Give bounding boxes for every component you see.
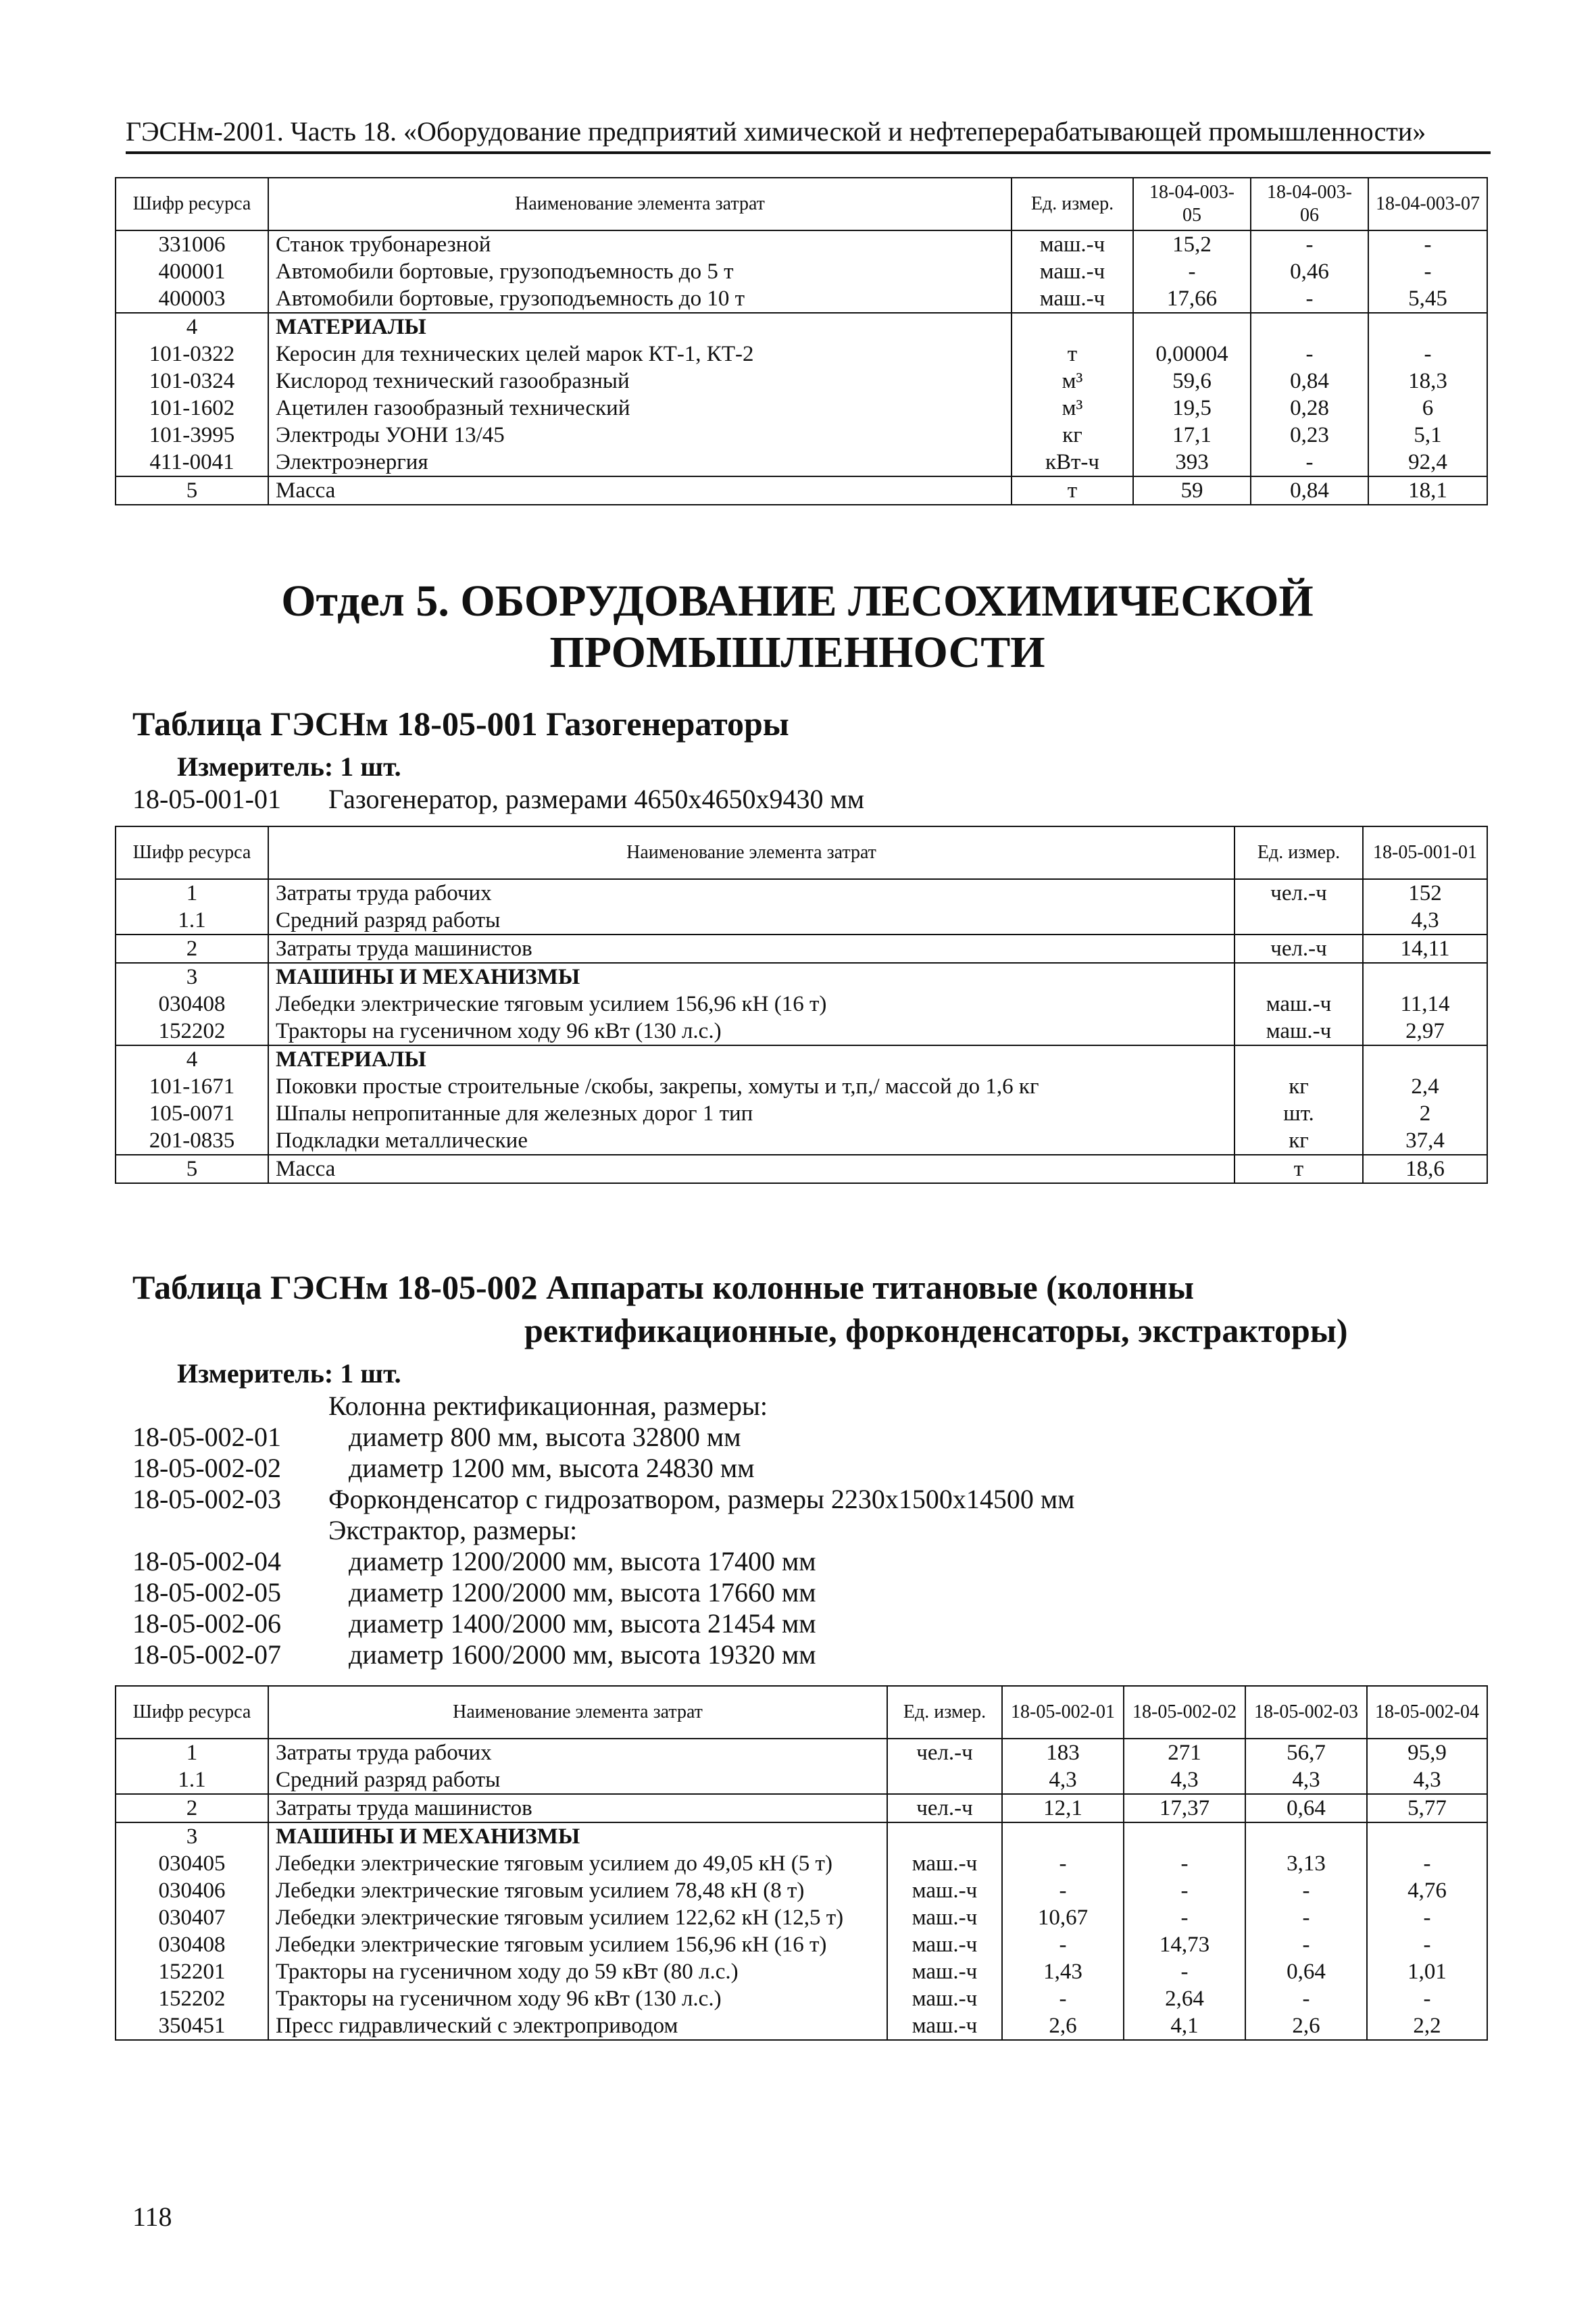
row-code: 1.1: [116, 1766, 268, 1794]
item-code: 18-05-002-02: [132, 1453, 281, 1483]
row-code: 400003: [116, 285, 268, 313]
row-name: Затраты труда машинистов: [268, 935, 1235, 963]
row-value: 0,23: [1251, 422, 1368, 449]
row-value: 10,67: [1002, 1904, 1124, 1931]
meter-label: Измеритель: 1 шт.: [177, 1358, 401, 1389]
row-value: 56,7: [1245, 1739, 1367, 1766]
row-name: Масса: [268, 1155, 1235, 1183]
section-title-line: Отдел 5. ОБОРУДОВАНИЕ ЛЕСОХИМИЧЕСКОЙ: [281, 576, 1314, 626]
item-code: 18-05-002-05: [132, 1577, 281, 1608]
table-row: [116, 1794, 1487, 1822]
table-row: [116, 2012, 1487, 2040]
header-col-code: 18-05-002-01: [1002, 1686, 1124, 1739]
row-name: МАШИНЫ И МЕХАНИЗМЫ: [268, 963, 1235, 991]
item-description: диаметр 1400/2000 мм, высота 21454 мм: [349, 1608, 816, 1639]
row-value: 2,64: [1124, 1985, 1245, 2012]
header-code: Шифр ресурса: [116, 1686, 268, 1739]
row-value: 1,01: [1367, 1958, 1487, 1985]
row-unit: т: [1012, 476, 1133, 505]
table-title: ректификационные, форконденсаторы, экстракторы): [524, 1312, 1348, 1349]
item-code: 18-05-001-01: [132, 784, 281, 814]
row-value: 11,14: [1363, 991, 1487, 1018]
row-name: Лебедки электрические тяговым усилием 156,96 кН (16 т): [268, 991, 1235, 1018]
header-col-code: 18-04-003-05: [1133, 178, 1251, 230]
row-value: 152: [1363, 879, 1487, 907]
row-unit: кВт-ч: [1012, 449, 1133, 476]
row-code: 030407: [116, 1904, 268, 1931]
table-row: [116, 907, 1487, 935]
row-code: 152201: [116, 1958, 268, 1985]
row-unit: чел.-ч: [1235, 879, 1363, 907]
table-row: [116, 285, 1487, 313]
row-name: Тракторы на гусеничном ходу до 59 кВт (80 л.с.): [268, 1958, 887, 1985]
row-code: 2: [116, 1794, 268, 1822]
row-value: -: [1368, 341, 1487, 368]
row-value: -: [1251, 449, 1368, 476]
row-code: 3: [116, 1822, 268, 1850]
table-row: [116, 1904, 1487, 1931]
row-value: -: [1368, 230, 1487, 258]
row-value: 5,1: [1368, 422, 1487, 449]
row-code: 101-1602: [116, 395, 268, 422]
row-value: -: [1002, 1985, 1124, 2012]
item-description: диаметр 1200/2000 мм, высота 17660 мм: [349, 1577, 816, 1608]
row-code: 2: [116, 935, 268, 963]
item-code: 18-05-002-06: [132, 1608, 281, 1639]
row-code: 331006: [116, 230, 268, 258]
row-value: 0,00004: [1133, 341, 1251, 368]
row-value: -: [1124, 1958, 1245, 1985]
row-value: 4,3: [1363, 907, 1487, 935]
row-value: -: [1368, 258, 1487, 285]
row-value: 393: [1133, 449, 1251, 476]
row-name: Кислород технический газообразный: [268, 368, 1012, 395]
row-unit: кг: [1235, 1127, 1363, 1155]
item-code: 18-05-002-01: [132, 1422, 281, 1452]
table-title: Таблица ГЭСНм 18-05-002 Аппараты колонные титановые (колонны: [132, 1268, 1195, 1306]
row-value: 17,66: [1133, 285, 1251, 313]
row-value: [1368, 313, 1487, 341]
table-row: [116, 476, 1487, 505]
row-value: -: [1245, 1931, 1367, 1958]
row-unit: маш.-ч: [887, 1877, 1002, 1904]
table-row: [116, 449, 1487, 476]
resource-table-18-05-001: [115, 826, 1488, 1184]
row-name: Керосин для технических целей марок КТ-1, КТ-2: [268, 341, 1012, 368]
row-value: 14,11: [1363, 935, 1487, 963]
row-value: 0,84: [1251, 476, 1368, 505]
row-unit: м³: [1012, 395, 1133, 422]
row-code: 411-0041: [116, 449, 268, 476]
row-code: 152202: [116, 1985, 268, 2012]
meter-label: Измеритель: 1 шт.: [177, 751, 401, 782]
table-row: [116, 963, 1487, 991]
row-value: 2,2: [1367, 2012, 1487, 2040]
row-name: Лебедки электрические тяговым усилием 122,62 кН (12,5 т): [268, 1904, 887, 1931]
table-row: [116, 1045, 1487, 1073]
row-unit: чел.-ч: [1235, 935, 1363, 963]
row-value: 0,28: [1251, 395, 1368, 422]
row-value: -: [1245, 1985, 1367, 2012]
row-value: 0,64: [1245, 1794, 1367, 1822]
row-value: 12,1: [1002, 1794, 1124, 1822]
table-row: [116, 1985, 1487, 2012]
row-unit: маш.-ч: [887, 1985, 1002, 2012]
header-col-code: 18-04-003-06: [1251, 178, 1368, 230]
row-name: Ацетилен газообразный технический: [268, 395, 1012, 422]
row-value: 0,84: [1251, 368, 1368, 395]
row-code: 030408: [116, 991, 268, 1018]
row-unit: т: [1235, 1155, 1363, 1183]
table-row: [116, 1931, 1487, 1958]
table-row: [116, 258, 1487, 285]
header-col-code: 18-05-002-03: [1245, 1686, 1367, 1739]
row-value: [1367, 1822, 1487, 1850]
row-value: -: [1367, 1985, 1487, 2012]
row-value: [1002, 1822, 1124, 1850]
row-unit: [1235, 907, 1363, 935]
row-value: -: [1002, 1877, 1124, 1904]
table-row: [116, 1739, 1487, 1766]
row-code: 201-0835: [116, 1127, 268, 1155]
item-description: Форконденсатор с гидрозатвором, размеры 2230х1500х14500 мм: [328, 1484, 1075, 1514]
resource-table-18-05-002: [115, 1685, 1488, 2041]
row-value: 2,4: [1363, 1073, 1487, 1100]
row-value: -: [1367, 1904, 1487, 1931]
row-name: Средний разряд работы: [268, 907, 1235, 935]
row-value: 2,6: [1245, 2012, 1367, 2040]
row-code: 4: [116, 313, 268, 341]
table-row: [116, 879, 1487, 907]
table-row: [116, 1155, 1487, 1183]
row-code: 101-3995: [116, 422, 268, 449]
row-name: МАТЕРИАЛЫ: [268, 1045, 1235, 1073]
row-name: Автомобили бортовые, грузоподъемность до 10 т: [268, 285, 1012, 313]
row-value: -: [1367, 1931, 1487, 1958]
row-value: 3,13: [1245, 1850, 1367, 1877]
header-col-code: 18-05-002-04: [1367, 1686, 1487, 1739]
row-name: Тракторы на гусеничном ходу 96 кВт (130 л.с.): [268, 1018, 1235, 1045]
header-unit: Ед. измер.: [1235, 826, 1363, 879]
row-name: Затраты труда рабочих: [268, 1739, 887, 1766]
table-body: [116, 1739, 1487, 2040]
row-unit: кг: [1012, 422, 1133, 449]
table-body: [116, 879, 1487, 1183]
row-name: Лебедки электрические тяговым усилием до 49,05 кН (5 т): [268, 1850, 887, 1877]
row-code: 5: [116, 1155, 268, 1183]
row-name: Лебедки электрические тяговым усилием 156,96 кН (16 т): [268, 1931, 887, 1958]
table-row: [116, 1877, 1487, 1904]
row-name: Подкладки металлические: [268, 1127, 1235, 1155]
row-name: Шпалы непропитанные для железных дорог 1 тип: [268, 1100, 1235, 1127]
row-value: 59: [1133, 476, 1251, 505]
row-code: 3: [116, 963, 268, 991]
row-value: 59,6: [1133, 368, 1251, 395]
table-row: [116, 1127, 1487, 1155]
row-value: -: [1124, 1850, 1245, 1877]
table-row: [116, 935, 1487, 963]
row-unit: т: [1012, 341, 1133, 368]
row-code: 030405: [116, 1850, 268, 1877]
header-name: Наименование элемента затрат: [268, 1686, 887, 1739]
row-value: 271: [1124, 1739, 1245, 1766]
row-value: 15,2: [1133, 230, 1251, 258]
item-description: диаметр 800 мм, высота 32800 мм: [349, 1422, 741, 1452]
item-description: диаметр 1200 мм, высота 24830 мм: [349, 1453, 755, 1483]
header-name: Наименование элемента затрат: [268, 178, 1012, 230]
table-row: [116, 395, 1487, 422]
item-code: 18-05-002-03: [132, 1484, 281, 1514]
row-code: 1: [116, 1739, 268, 1766]
table-row: [116, 991, 1487, 1018]
resource-table-18-04-003: [115, 177, 1488, 505]
table-row: [116, 368, 1487, 395]
row-name: Поковки простые строительные /скобы, закрепы, хомуты и т,п,/ массой до 1,6 кг: [268, 1073, 1235, 1100]
row-unit: [1012, 313, 1133, 341]
row-unit: шт.: [1235, 1100, 1363, 1127]
table-row: [116, 341, 1487, 368]
header-code: Шифр ресурса: [116, 826, 268, 879]
table-row: [116, 1018, 1487, 1045]
row-unit: [1235, 963, 1363, 991]
row-code: 152202: [116, 1018, 268, 1045]
row-value: -: [1002, 1850, 1124, 1877]
row-value: 0,64: [1245, 1958, 1367, 1985]
section-title-line: ПРОМЫШЛЕННОСТИ: [549, 628, 1045, 677]
row-value: -: [1251, 230, 1368, 258]
row-name: Лебедки электрические тяговым усилием 78,48 кН (8 т): [268, 1877, 887, 1904]
row-unit: маш.-ч: [1235, 991, 1363, 1018]
row-value: 183: [1002, 1739, 1124, 1766]
page-number: 118: [132, 2201, 172, 2232]
row-value: [1245, 1822, 1367, 1850]
table-row: [116, 1100, 1487, 1127]
row-value: 37,4: [1363, 1127, 1487, 1155]
row-name: Электроэнергия: [268, 449, 1012, 476]
section-title: [135, 576, 1460, 678]
row-value: 4,1: [1124, 2012, 1245, 2040]
row-unit: маш.-ч: [887, 1958, 1002, 1985]
header-name: Наименование элемента затрат: [268, 826, 1235, 879]
row-value: 4,3: [1124, 1766, 1245, 1794]
row-unit: м³: [1012, 368, 1133, 395]
row-code: 400001: [116, 258, 268, 285]
item-description: Газогенератор, размерами 4650х4650х9430 мм: [328, 784, 865, 814]
row-value: 4,3: [1245, 1766, 1367, 1794]
header-col-code: 18-05-002-02: [1124, 1686, 1245, 1739]
row-unit: маш.-ч: [887, 1931, 1002, 1958]
item-description: Экстрактор, размеры:: [328, 1515, 578, 1545]
row-code: 1.1: [116, 907, 268, 935]
row-value: 2,97: [1363, 1018, 1487, 1045]
row-unit: кг: [1235, 1073, 1363, 1100]
row-value: [1363, 963, 1487, 991]
item-code: 18-05-002-07: [132, 1639, 281, 1670]
header-col-code: 18-04-003-07: [1368, 178, 1487, 230]
table-row: [116, 313, 1487, 341]
row-value: 18,3: [1368, 368, 1487, 395]
row-value: -: [1245, 1877, 1367, 1904]
row-unit: маш.-ч: [887, 1850, 1002, 1877]
row-name: Средний разряд работы: [268, 1766, 887, 1794]
row-value: 19,5: [1133, 395, 1251, 422]
row-value: 5,45: [1368, 285, 1487, 313]
row-unit: [1235, 1045, 1363, 1073]
row-unit: [887, 1766, 1002, 1794]
row-value: -: [1251, 285, 1368, 313]
table-row: [116, 1958, 1487, 1985]
row-value: 17,1: [1133, 422, 1251, 449]
row-value: 5,77: [1367, 1794, 1487, 1822]
table-row: [116, 1766, 1487, 1794]
running-header: ГЭСНм-2001. Часть 18. «Оборудование предприятий химической и нефтеперерабатывающей промышленности»: [126, 115, 1491, 154]
table-row: [116, 1073, 1487, 1100]
row-unit: чел.-ч: [887, 1739, 1002, 1766]
row-code: 105-0071: [116, 1100, 268, 1127]
row-name: Тракторы на гусеничном ходу 96 кВт (130 л.с.): [268, 1985, 887, 2012]
row-name: МАТЕРИАЛЫ: [268, 313, 1012, 341]
row-value: 18,1: [1368, 476, 1487, 505]
row-value: 95,9: [1367, 1739, 1487, 1766]
row-unit: маш.-ч: [1012, 230, 1133, 258]
row-value: [1251, 313, 1368, 341]
row-code: 030406: [116, 1877, 268, 1904]
row-value: 4,3: [1002, 1766, 1124, 1794]
row-value: -: [1251, 341, 1368, 368]
row-value: 14,73: [1124, 1931, 1245, 1958]
row-value: 4,76: [1367, 1877, 1487, 1904]
row-value: 6: [1368, 395, 1487, 422]
item-code: 18-05-002-04: [132, 1546, 281, 1576]
table-row: [116, 230, 1487, 258]
row-value: 0,46: [1251, 258, 1368, 285]
row-value: -: [1367, 1850, 1487, 1877]
row-value: -: [1245, 1904, 1367, 1931]
row-code: 101-1671: [116, 1073, 268, 1100]
row-value: -: [1002, 1931, 1124, 1958]
row-value: -: [1133, 258, 1251, 285]
header-code: Шифр ресурса: [116, 178, 268, 230]
row-value: 1,43: [1002, 1958, 1124, 1985]
row-code: 350451: [116, 2012, 268, 2040]
row-value: 2: [1363, 1100, 1487, 1127]
row-code: 101-0324: [116, 368, 268, 395]
row-unit: маш.-ч: [887, 1904, 1002, 1931]
row-value: 2,6: [1002, 2012, 1124, 2040]
row-name: Станок трубонарезной: [268, 230, 1012, 258]
row-name: МАШИНЫ И МЕХАНИЗМЫ: [268, 1822, 887, 1850]
row-code: 1: [116, 879, 268, 907]
row-name: Затраты труда машинистов: [268, 1794, 887, 1822]
row-value: 92,4: [1368, 449, 1487, 476]
row-unit: маш.-ч: [1012, 258, 1133, 285]
table-row: [116, 422, 1487, 449]
row-unit: [887, 1822, 1002, 1850]
header-unit: Ед. измер.: [1012, 178, 1133, 230]
row-unit: маш.-ч: [1012, 285, 1133, 313]
item-description: диаметр 1200/2000 мм, высота 17400 мм: [349, 1546, 816, 1576]
row-name: Автомобили бортовые, грузоподъемность до 5 т: [268, 258, 1012, 285]
row-code: 101-0322: [116, 341, 268, 368]
header-unit: Ед. измер.: [887, 1686, 1002, 1739]
table-row: [116, 1822, 1487, 1850]
row-value: -: [1124, 1904, 1245, 1931]
item-description: диаметр 1600/2000 мм, высота 19320 мм: [349, 1639, 816, 1670]
row-name: Электроды УОНИ 13/45: [268, 422, 1012, 449]
table-body: [116, 230, 1487, 505]
row-code: 4: [116, 1045, 268, 1073]
row-value: 18,6: [1363, 1155, 1487, 1183]
header-col-code: 18-05-001-01: [1363, 826, 1487, 879]
row-unit: чел.-ч: [887, 1794, 1002, 1822]
row-value: [1133, 313, 1251, 341]
table-title: Таблица ГЭСНм 18-05-001 Газогенераторы: [132, 705, 789, 743]
row-value: 4,3: [1367, 1766, 1487, 1794]
row-value: -: [1124, 1877, 1245, 1904]
table-row: [116, 1850, 1487, 1877]
row-name: Затраты труда рабочих: [268, 879, 1235, 907]
row-name: Пресс гидравлический с электроприводом: [268, 2012, 887, 2040]
row-unit: маш.-ч: [1235, 1018, 1363, 1045]
row-unit: маш.-ч: [887, 2012, 1002, 2040]
row-value: [1363, 1045, 1487, 1073]
row-value: [1124, 1822, 1245, 1850]
item-description: Колонна ректификационная, размеры:: [328, 1391, 768, 1421]
row-value: 17,37: [1124, 1794, 1245, 1822]
row-code: 5: [116, 476, 268, 505]
row-code: 030408: [116, 1931, 268, 1958]
row-name: Масса: [268, 476, 1012, 505]
